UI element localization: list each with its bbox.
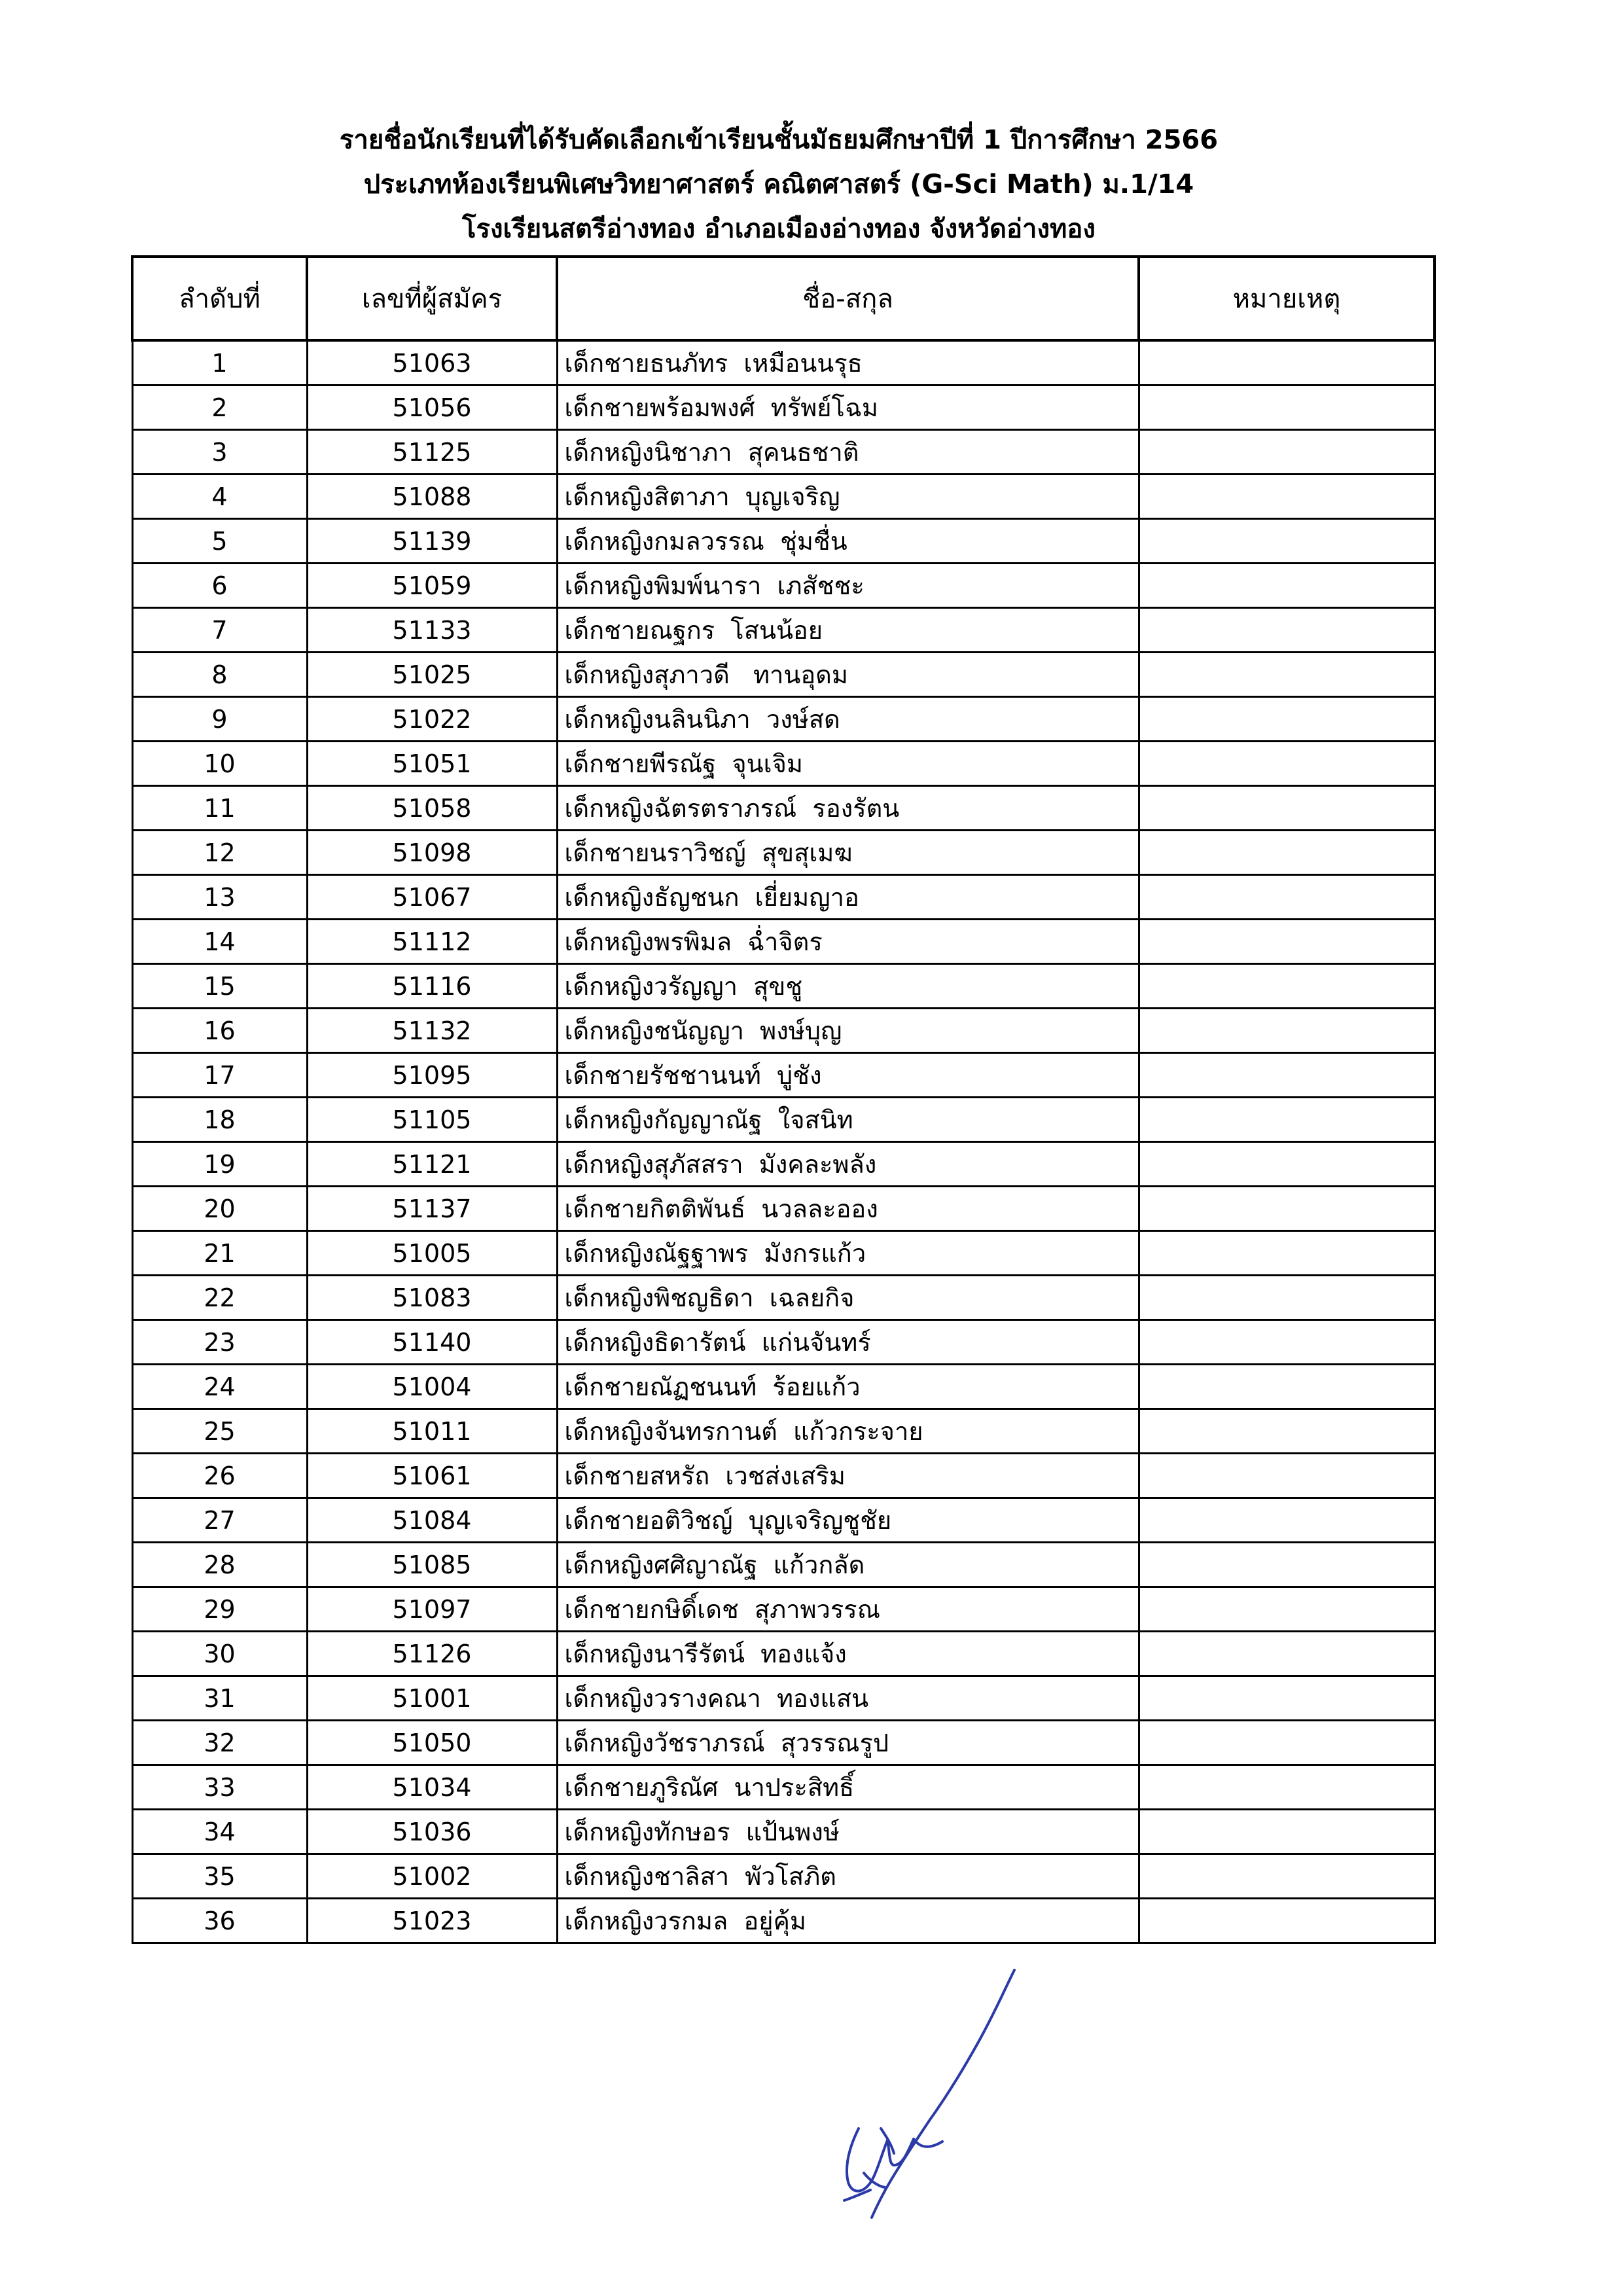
table-row [132, 1632, 1435, 1676]
remarks-cell [1139, 1676, 1435, 1721]
order-number-cell: 8 [132, 653, 307, 697]
remarks-cell [1139, 386, 1435, 430]
applicant-number-cell: 51116 [307, 964, 557, 1009]
table-row [132, 386, 1435, 430]
order-number-cell: 28 [132, 1543, 307, 1587]
table-row [132, 519, 1435, 564]
order-number-cell: 10 [132, 742, 307, 786]
student-name-cell: เด็กหญิงศศิญาณัฐ แก้วกลัด [557, 1543, 1139, 1587]
applicant-number-cell: 51121 [307, 1142, 557, 1187]
student-name-cell: เด็กชายณัฏชนนท์ ร้อยแก้ว [557, 1365, 1139, 1409]
order-number-cell: 17 [132, 1053, 307, 1098]
table-row [132, 1276, 1435, 1320]
column-header-order: ลำดับที่ [132, 257, 307, 340]
remarks-cell [1139, 742, 1435, 786]
order-number-cell: 4 [132, 475, 307, 519]
student-name-cell: เด็กหญิงณัฐฐาพร มังกรแก้ว [557, 1231, 1139, 1276]
remarks-cell [1139, 1543, 1435, 1587]
remarks-cell [1139, 1231, 1435, 1276]
table-row [132, 786, 1435, 831]
applicant-number-cell: 51036 [307, 1810, 557, 1854]
applicant-number-cell: 51132 [307, 1009, 557, 1053]
student-name-cell: เด็กชายพีรณัฐ จุนเจิม [557, 742, 1139, 786]
student-name-cell: เด็กหญิงพรพิมล ฉ่ำจิตร [557, 920, 1139, 964]
remarks-cell [1139, 608, 1435, 653]
student-name-cell: เด็กชายรัชชานนท์ บู่ชัง [557, 1053, 1139, 1098]
table-row [132, 1676, 1435, 1721]
applicant-number-cell: 51125 [307, 430, 557, 475]
order-number-cell: 20 [132, 1187, 307, 1231]
document-title: รายชื่อนักเรียนที่ได้รับคัดเลือกเข้าเรียนชั้นมัธยมศึกษาปีที่ 1 ปีการศึกษา 2566 [339, 125, 1219, 155]
table-row [132, 653, 1435, 697]
student-name-cell: เด็กหญิงกัญญาณัฐ ใจสนิท [557, 1098, 1139, 1142]
student-name-cell: เด็กหญิงสุภัสสรา มังคละพลัง [557, 1142, 1139, 1187]
table-row [132, 964, 1435, 1009]
order-number-cell: 29 [132, 1587, 307, 1632]
order-number-cell: 22 [132, 1276, 307, 1320]
remarks-cell [1139, 1765, 1435, 1810]
remarks-cell [1139, 1810, 1435, 1854]
column-header-remarks: หมายเหตุ [1139, 257, 1435, 340]
table-row [132, 1009, 1435, 1053]
applicant-number-cell: 51058 [307, 786, 557, 831]
student-name-cell: เด็กชายนราวิชญ์ สุขสุเมฆ [557, 831, 1139, 875]
remarks-cell [1139, 475, 1435, 519]
order-number-cell: 12 [132, 831, 307, 875]
student-name-cell: เด็กชายกษิดิ์เดช สุภาพวรรณ [557, 1587, 1139, 1632]
table-row [132, 1231, 1435, 1276]
table-row [132, 1053, 1435, 1098]
order-number-cell: 13 [132, 875, 307, 920]
applicant-number-cell: 51059 [307, 564, 557, 608]
student-name-cell: เด็กหญิงนลินนิภา วงษ์สด [557, 697, 1139, 742]
remarks-cell [1139, 1409, 1435, 1454]
applicant-number-cell: 51023 [307, 1899, 557, 1943]
order-number-cell: 6 [132, 564, 307, 608]
remarks-cell [1139, 1276, 1435, 1320]
applicant-number-cell: 51083 [307, 1276, 557, 1320]
order-number-cell: 16 [132, 1009, 307, 1053]
table-row [132, 430, 1435, 475]
column-header-name: ชื่อ-สกุล [557, 257, 1139, 340]
table-header-row [132, 257, 1435, 340]
student-name-cell: เด็กหญิงธัญชนก เยี่ยมญาอ [557, 875, 1139, 920]
order-number-cell: 7 [132, 608, 307, 653]
remarks-cell [1139, 340, 1435, 386]
applicant-number-cell: 51050 [307, 1721, 557, 1765]
remarks-cell [1139, 1498, 1435, 1543]
remarks-cell [1139, 1587, 1435, 1632]
student-name-cell: เด็กชายณฐกร โสนน้อย [557, 608, 1139, 653]
table-row [132, 1854, 1435, 1899]
student-name-cell: เด็กหญิงนารีรัตน์ ทองแจ้ง [557, 1632, 1139, 1676]
student-name-cell: เด็กชายธนภัทร เหมือนนรุธ [557, 340, 1139, 386]
order-number-cell: 9 [132, 697, 307, 742]
table-row [132, 475, 1435, 519]
table-row [132, 1765, 1435, 1810]
student-name-cell: เด็กชายอติวิชญ์ บุญเจริญชูชัย [557, 1498, 1139, 1543]
order-number-cell: 23 [132, 1320, 307, 1365]
order-number-cell: 30 [132, 1632, 307, 1676]
student-name-cell: เด็กชายพร้อมพงศ์ ทรัพย์โฉม [557, 386, 1139, 430]
order-number-cell: 2 [132, 386, 307, 430]
applicant-number-cell: 51084 [307, 1498, 557, 1543]
order-number-cell: 15 [132, 964, 307, 1009]
remarks-cell [1139, 831, 1435, 875]
table-row [132, 1454, 1435, 1498]
table-row [132, 608, 1435, 653]
applicant-number-cell: 51005 [307, 1231, 557, 1276]
applicant-number-cell: 51011 [307, 1409, 557, 1454]
school-location: โรงเรียนสตรีอ่างทอง อำเภอเมืองอ่างทอง จังหวัดอ่างทอง [462, 214, 1096, 244]
student-name-cell: เด็กหญิงธิดารัตน์ แก่นจันทร์ [557, 1320, 1139, 1365]
table-row [132, 697, 1435, 742]
remarks-cell [1139, 1632, 1435, 1676]
applicant-number-cell: 51067 [307, 875, 557, 920]
remarks-cell [1139, 1365, 1435, 1409]
applicant-number-cell: 51126 [307, 1632, 557, 1676]
remarks-cell [1139, 1721, 1435, 1765]
column-header-applicant-number: เลขที่ผู้สมัคร [307, 257, 557, 340]
student-name-cell: เด็กหญิงวรัญญา สุขชู [557, 964, 1139, 1009]
order-number-cell: 32 [132, 1721, 307, 1765]
student-name-cell: เด็กหญิงสุภาวดี ทานอุดม [557, 653, 1139, 697]
applicant-number-cell: 51085 [307, 1543, 557, 1587]
remarks-cell [1139, 519, 1435, 564]
order-number-cell: 33 [132, 1765, 307, 1810]
order-number-cell: 25 [132, 1409, 307, 1454]
applicant-number-cell: 51063 [307, 340, 557, 386]
signature-stroke [872, 1970, 1014, 2217]
remarks-cell [1139, 564, 1435, 608]
student-name-cell: เด็กชายกิตติพันธ์ นวลละออง [557, 1187, 1139, 1231]
order-number-cell: 1 [132, 340, 307, 386]
applicant-number-cell: 51097 [307, 1587, 557, 1632]
applicant-number-cell: 51133 [307, 608, 557, 653]
student-name-cell: เด็กหญิงวรางคณา ทองแสน [557, 1676, 1139, 1721]
remarks-cell [1139, 920, 1435, 964]
applicant-number-cell: 51002 [307, 1854, 557, 1899]
student-name-cell: เด็กหญิงชนัญญา พงษ์บุญ [557, 1009, 1139, 1053]
applicant-number-cell: 51095 [307, 1053, 557, 1098]
remarks-cell [1139, 1053, 1435, 1098]
student-name-cell: เด็กหญิงวรกมล อยู่คุ้ม [557, 1899, 1139, 1943]
remarks-cell [1139, 430, 1435, 475]
remarks-cell [1139, 1899, 1435, 1943]
table-row [132, 1810, 1435, 1854]
order-number-cell: 26 [132, 1454, 307, 1498]
table-row [132, 831, 1435, 875]
student-name-cell: เด็กหญิงพิชญธิดา เฉลยกิจ [557, 1276, 1139, 1320]
student-name-cell: เด็กหญิงสิตาภา บุญเจริญ [557, 475, 1139, 519]
order-number-cell: 31 [132, 1676, 307, 1721]
table-row [132, 340, 1435, 386]
applicant-number-cell: 51022 [307, 697, 557, 742]
student-name-cell: เด็กชายภูริณัศ นาประสิทธิ์ [557, 1765, 1139, 1810]
order-number-cell: 3 [132, 430, 307, 475]
order-number-cell: 11 [132, 786, 307, 831]
student-roster-table [131, 255, 1436, 1944]
table-row [132, 920, 1435, 964]
order-number-cell: 36 [132, 1899, 307, 1943]
applicant-number-cell: 51140 [307, 1320, 557, 1365]
table-row [132, 1320, 1435, 1365]
order-number-cell: 34 [132, 1810, 307, 1854]
remarks-cell [1139, 653, 1435, 697]
applicant-number-cell: 51025 [307, 653, 557, 697]
applicant-number-cell: 51001 [307, 1676, 557, 1721]
table-row [132, 1543, 1435, 1587]
remarks-cell [1139, 1098, 1435, 1142]
remarks-cell [1139, 964, 1435, 1009]
remarks-cell [1139, 1187, 1435, 1231]
remarks-cell [1139, 786, 1435, 831]
remarks-cell [1139, 697, 1435, 742]
applicant-number-cell: 51088 [307, 475, 557, 519]
remarks-cell [1139, 875, 1435, 920]
remarks-cell [1139, 1320, 1435, 1365]
order-number-cell: 18 [132, 1098, 307, 1142]
table-row [132, 1587, 1435, 1632]
remarks-cell [1139, 1142, 1435, 1187]
student-name-cell: เด็กหญิงวัชราภรณ์ สุวรรณรูป [557, 1721, 1139, 1765]
table-row [132, 1409, 1435, 1454]
table-row [132, 1365, 1435, 1409]
table-row [132, 742, 1435, 786]
table-row [132, 1498, 1435, 1543]
applicant-number-cell: 51137 [307, 1187, 557, 1231]
order-number-cell: 14 [132, 920, 307, 964]
signature-stroke [847, 2128, 942, 2191]
student-name-cell: เด็กหญิงพิมพ์นารา เภสัชชะ [557, 564, 1139, 608]
applicant-number-cell: 51004 [307, 1365, 557, 1409]
order-number-cell: 21 [132, 1231, 307, 1276]
order-number-cell: 27 [132, 1498, 307, 1543]
applicant-number-cell: 51098 [307, 831, 557, 875]
table-body [132, 340, 1435, 1943]
applicant-number-cell: 51051 [307, 742, 557, 786]
student-name-cell: เด็กหญิงฉัตรตราภรณ์ รองรัตน [557, 786, 1139, 831]
applicant-number-cell: 51139 [307, 519, 557, 564]
remarks-cell [1139, 1009, 1435, 1053]
remarks-cell [1139, 1454, 1435, 1498]
table-row [132, 1721, 1435, 1765]
student-name-cell: เด็กหญิงจันทรกานต์ แก้วกระจาย [557, 1409, 1139, 1454]
classroom-type: ประเภทห้องเรียนพิเศษวิทยาศาสตร์ คณิตศาสตร์ (G-Sci Math) ม.1/14 [363, 170, 1194, 200]
student-name-cell: เด็กชายสหรัถ เวชส่งเสริม [557, 1454, 1139, 1498]
applicant-number-cell: 51061 [307, 1454, 557, 1498]
student-name-cell: เด็กหญิงกมลวรรณ ชุ่มชื่น [557, 519, 1139, 564]
student-name-cell: เด็กหญิงนิชาภา สุคนธชาติ [557, 430, 1139, 475]
order-number-cell: 24 [132, 1365, 307, 1409]
table-row [132, 564, 1435, 608]
document-header [0, 118, 1558, 251]
table-row [132, 1098, 1435, 1142]
order-number-cell: 5 [132, 519, 307, 564]
table-row [132, 1142, 1435, 1187]
student-name-cell: เด็กหญิงทักษอร แป้นพงษ์ [557, 1810, 1139, 1854]
table-row [132, 875, 1435, 920]
order-number-cell: 19 [132, 1142, 307, 1187]
applicant-number-cell: 51112 [307, 920, 557, 964]
applicant-number-cell: 51056 [307, 386, 557, 430]
applicant-number-cell: 51034 [307, 1765, 557, 1810]
order-number-cell: 35 [132, 1854, 307, 1899]
signature [818, 1957, 1054, 2232]
student-name-cell: เด็กหญิงชาลิสา พัวโสภิต [557, 1854, 1139, 1899]
remarks-cell [1139, 1854, 1435, 1899]
table-row [132, 1187, 1435, 1231]
applicant-number-cell: 51105 [307, 1098, 557, 1142]
table-row [132, 1899, 1435, 1943]
